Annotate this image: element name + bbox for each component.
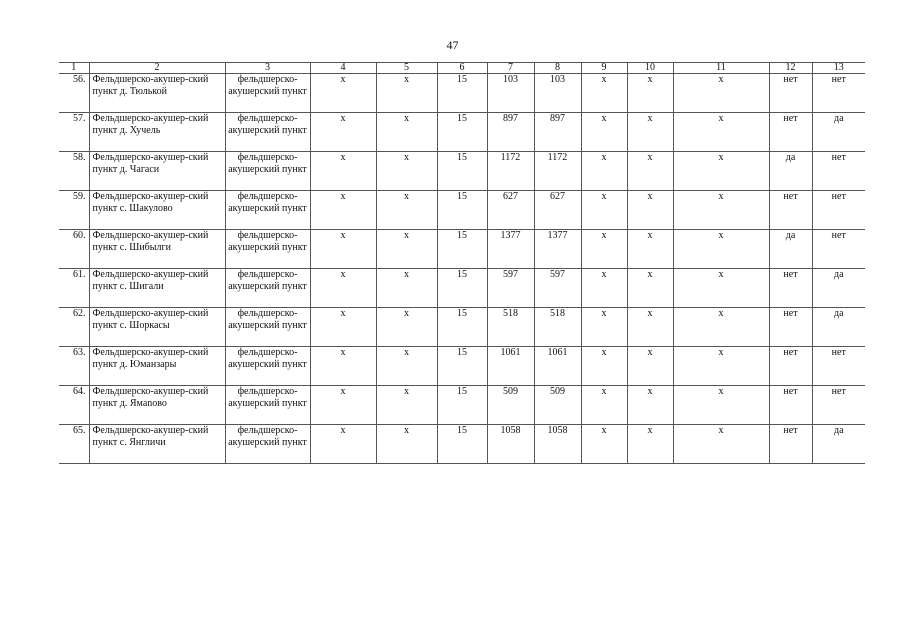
col11-cell: х [673, 113, 769, 152]
column-header: 13 [812, 63, 865, 74]
col4-cell: х [310, 308, 376, 347]
table-row [59, 386, 865, 425]
col6-cell: 15 [437, 425, 487, 464]
table-row [59, 347, 865, 386]
col4-cell: х [310, 347, 376, 386]
row-number-cell: 58. [59, 152, 89, 191]
row-number-cell: 59. [59, 191, 89, 230]
col7-cell: 103 [487, 74, 534, 113]
col11-cell: х [673, 230, 769, 269]
col4-cell: х [310, 425, 376, 464]
facility-type-cell: фельдшерско-акушерский пункт [225, 386, 310, 425]
col12-cell: нет [769, 74, 812, 113]
col13-cell: нет [812, 386, 865, 425]
col8-cell: 103 [534, 74, 581, 113]
col4-cell: х [310, 191, 376, 230]
table-row [59, 113, 865, 152]
col11-cell: х [673, 347, 769, 386]
facility-type-cell: фельдшерско-акушерский пункт [225, 230, 310, 269]
col9-cell: х [581, 74, 627, 113]
col4-cell: х [310, 74, 376, 113]
column-header: 9 [581, 63, 627, 74]
col11-cell: х [673, 425, 769, 464]
col5-cell: х [376, 74, 437, 113]
col12-cell: нет [769, 269, 812, 308]
col6-cell: 15 [437, 152, 487, 191]
column-header: 1 [59, 63, 89, 74]
table-row [59, 425, 865, 464]
col6-cell: 15 [437, 269, 487, 308]
facility-name-cell: Фельдшерско-акушер-ский пункт с. Шибылги [89, 230, 225, 269]
col12-cell: нет [769, 308, 812, 347]
col10-cell: х [627, 425, 673, 464]
col7-cell: 1377 [487, 230, 534, 269]
col5-cell: х [376, 308, 437, 347]
col5-cell: х [376, 152, 437, 191]
row-number-cell: 63. [59, 347, 89, 386]
column-header: 12 [769, 63, 812, 74]
col5-cell: х [376, 191, 437, 230]
col6-cell: 15 [437, 191, 487, 230]
col13-cell: нет [812, 74, 865, 113]
facility-type-cell: фельдшерско-акушерский пункт [225, 152, 310, 191]
col13-cell: нет [812, 152, 865, 191]
col12-cell: нет [769, 113, 812, 152]
col9-cell: х [581, 152, 627, 191]
column-header: 8 [534, 63, 581, 74]
col7-cell: 597 [487, 269, 534, 308]
row-number-cell: 57. [59, 113, 89, 152]
col10-cell: х [627, 191, 673, 230]
table-row [59, 152, 865, 191]
col5-cell: х [376, 347, 437, 386]
table-row [59, 74, 865, 113]
col12-cell: нет [769, 425, 812, 464]
row-number-cell: 64. [59, 386, 89, 425]
facility-type-cell: фельдшерско-акушерский пункт [225, 113, 310, 152]
page-number: 47 [446, 38, 459, 52]
facility-name-cell: Фельдшерско-акушер-ский пункт д. Юманзары [89, 347, 225, 386]
col10-cell: х [627, 386, 673, 425]
col13-cell: да [812, 113, 865, 152]
col7-cell: 509 [487, 386, 534, 425]
col6-cell: 15 [437, 386, 487, 425]
data-table [59, 62, 865, 464]
col12-cell: да [769, 152, 812, 191]
col8-cell: 627 [534, 191, 581, 230]
row-number-cell: 62. [59, 308, 89, 347]
col11-cell: х [673, 308, 769, 347]
facility-name-cell: Фельдшерско-акушер-ский пункт д. Ямаnово [89, 386, 225, 425]
column-header: 4 [310, 63, 376, 74]
column-header: 2 [89, 63, 225, 74]
col7-cell: 627 [487, 191, 534, 230]
row-number-cell: 60. [59, 230, 89, 269]
col9-cell: х [581, 425, 627, 464]
col10-cell: х [627, 269, 673, 308]
col9-cell: х [581, 113, 627, 152]
facility-name-cell: Фельдшерско-акушер-ский пункт д. Чагаси [89, 152, 225, 191]
col7-cell: 1061 [487, 347, 534, 386]
col10-cell: х [627, 230, 673, 269]
col5-cell: х [376, 386, 437, 425]
col12-cell: да [769, 230, 812, 269]
col13-cell: да [812, 308, 865, 347]
table-row [59, 191, 865, 230]
col10-cell: х [627, 152, 673, 191]
col5-cell: х [376, 269, 437, 308]
table-body [59, 63, 865, 464]
col7-cell: 518 [487, 308, 534, 347]
col13-cell: нет [812, 230, 865, 269]
table-row [59, 230, 865, 269]
col8-cell: 597 [534, 269, 581, 308]
facility-type-cell: фельдшерско-акушерский пункт [225, 74, 310, 113]
col12-cell: нет [769, 191, 812, 230]
col11-cell: х [673, 152, 769, 191]
col9-cell: х [581, 230, 627, 269]
column-header: 5 [376, 63, 437, 74]
col6-cell: 15 [437, 230, 487, 269]
col4-cell: х [310, 113, 376, 152]
table-row [59, 269, 865, 308]
col8-cell: 1061 [534, 347, 581, 386]
col7-cell: 1058 [487, 425, 534, 464]
col5-cell: х [376, 425, 437, 464]
col10-cell: х [627, 113, 673, 152]
col7-cell: 1172 [487, 152, 534, 191]
facility-name-cell: Фельдшерско-акушер-ский пункт с. Шигали [89, 269, 225, 308]
col4-cell: х [310, 152, 376, 191]
col4-cell: х [310, 230, 376, 269]
col12-cell: нет [769, 386, 812, 425]
row-number-cell: 65. [59, 425, 89, 464]
col8-cell: 1058 [534, 425, 581, 464]
col6-cell: 15 [437, 347, 487, 386]
facility-type-cell: фельдшерско-акушерский пункт [225, 191, 310, 230]
column-header: 11 [673, 63, 769, 74]
col13-cell: нет [812, 191, 865, 230]
col8-cell: 1172 [534, 152, 581, 191]
facility-name-cell: Фельдшерско-акушер-ский пункт д. Тюлькой [89, 74, 225, 113]
column-header: 3 [225, 63, 310, 74]
col8-cell: 518 [534, 308, 581, 347]
col11-cell: х [673, 74, 769, 113]
col4-cell: х [310, 386, 376, 425]
col8-cell: 1377 [534, 230, 581, 269]
col12-cell: нет [769, 347, 812, 386]
column-header: 7 [487, 63, 534, 74]
col9-cell: х [581, 191, 627, 230]
col11-cell: х [673, 269, 769, 308]
col13-cell: да [812, 269, 865, 308]
facility-name-cell: Фельдшерско-акушер-ский пункт с. Янгличи [89, 425, 225, 464]
facility-type-cell: фельдшерско-акушерский пункт [225, 347, 310, 386]
col5-cell: х [376, 230, 437, 269]
facility-name-cell: Фельдшерско-акушер-ский пункт с. Шоркасы [89, 308, 225, 347]
col9-cell: х [581, 269, 627, 308]
col13-cell: нет [812, 347, 865, 386]
col10-cell: х [627, 347, 673, 386]
facility-name-cell: Фельдшерско-акушер-ский пункт д. Хучель [89, 113, 225, 152]
facility-name-cell: Фельдшерско-акушер-ский пункт с. Шакулово [89, 191, 225, 230]
col8-cell: 509 [534, 386, 581, 425]
row-number-cell: 61. [59, 269, 89, 308]
column-header: 10 [627, 63, 673, 74]
col6-cell: 15 [437, 113, 487, 152]
col10-cell: х [627, 74, 673, 113]
facility-type-cell: фельдшерско-акушерский пункт [225, 269, 310, 308]
col11-cell: х [673, 386, 769, 425]
facility-type-cell: фельдшерско-акушерский пункт [225, 425, 310, 464]
col9-cell: х [581, 308, 627, 347]
col6-cell: 15 [437, 74, 487, 113]
col5-cell: х [376, 113, 437, 152]
col11-cell: х [673, 191, 769, 230]
table-row [59, 308, 865, 347]
col13-cell: да [812, 425, 865, 464]
col4-cell: х [310, 269, 376, 308]
col9-cell: х [581, 386, 627, 425]
row-number-cell: 56. [59, 74, 89, 113]
col10-cell: х [627, 308, 673, 347]
col8-cell: 897 [534, 113, 581, 152]
facility-type-cell: фельдшерско-акушерский пункт [225, 308, 310, 347]
column-header: 6 [437, 63, 487, 74]
col6-cell: 15 [437, 308, 487, 347]
column-number-row [59, 63, 865, 74]
col9-cell: х [581, 347, 627, 386]
col7-cell: 897 [487, 113, 534, 152]
